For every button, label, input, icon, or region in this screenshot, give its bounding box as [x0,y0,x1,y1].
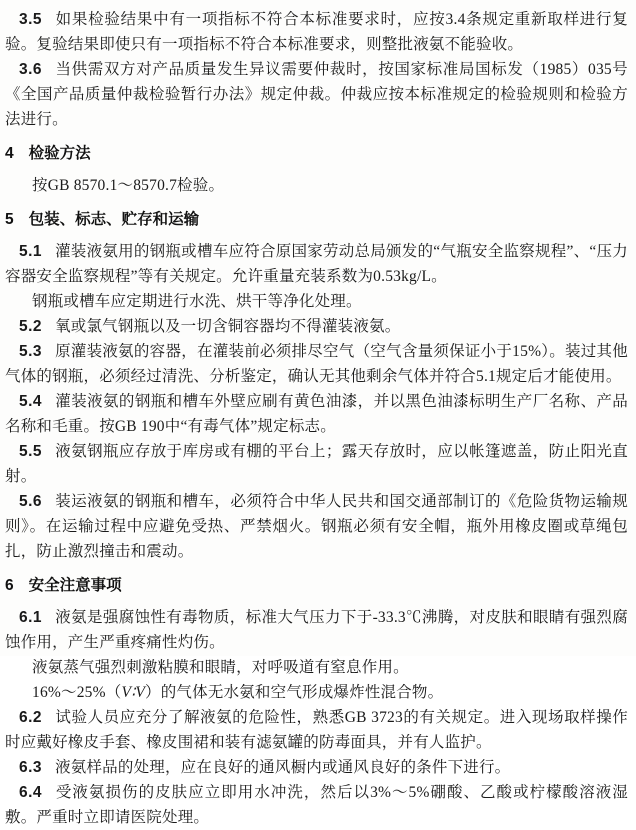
clause-text: 试验人员应充分了解液氨的危险性，熟悉GB 3723的有关规定。进入现场取样操作时应戴好橡皮手套、橡皮围裙和装有滤氨罐的防毒面具，并有人监护。 [5,709,628,751]
clause-number: 5.6 [19,493,43,510]
clause-number: 3.5 [19,11,43,28]
clause-text: 受液氨损伤的皮肤应立即用水冲洗，然后以3%～5%硼酸、乙酸或柠檬酸溶液湿敷。严重时立即请医院处理。 [5,784,628,826]
section-heading-4 [5,141,628,166]
clause-number: 5.5 [19,443,43,460]
clause-text: 如果检验结果中有一项指标不符合本标准要求时，应按3.4条规定重新取样进行复验。复验结果即使只有一项指标不符合本标准要求，则整批液氨不能验收。 [5,11,628,53]
paragraph-ammonia-vapor [5,655,628,680]
clause-3-5 [5,7,628,57]
clause-number: 5.1 [19,243,43,260]
clause-6-3 [5,755,628,780]
clause-text: 氧或氯气钢瓶以及一切含铜容器均不得灌装液氨。 [55,318,401,335]
paragraph-test-method [5,173,628,198]
clause-number: 6.2 [19,709,43,726]
clause-number: 5.3 [19,343,43,360]
paragraph-text-pre: 16%～25%（ [32,684,122,701]
paragraph-cylinder-cleaning [5,289,628,314]
paragraph-text: 钢瓶或槽车应定期进行水洗、烘干等净化处理。 [32,293,362,310]
clause-5-2 [5,314,628,339]
clause-6-4 [5,780,628,830]
clause-number: 6.3 [19,759,43,776]
clause-number: 5.4 [19,393,43,410]
section-title: 安全注意事项 [28,577,122,594]
paragraph-text: 按GB 8570.1～8570.7检验。 [32,177,225,194]
paragraph-explosive-mixture [5,680,628,705]
clause-text: 原灌装液氨的容器，在灌装前必须排尽空气（空气含量须保证小于15%）。装过其他气体的钢瓶，必须经过清洗、分析鉴定，确认无其他剩余气体并符合5.1规定后才能使用。 [5,343,628,385]
clause-text: 液氨钢瓶应存放于库房或有棚的平台上；露天存放时，应以帐篷遮盖，防止阳光直射。 [5,443,628,485]
clause-number: 6.1 [19,609,43,626]
clause-text: 灌装液氨的钢瓶和槽车外壁应刷有黄色油漆，并以黑色油漆标明生产厂名称、产品名称和毛重。按GB 190中“有毒气体”规定标志。 [5,393,628,435]
clause-6-1 [5,605,628,655]
clause-5-6 [5,489,628,564]
clause-5-1 [5,239,628,289]
clause-text: 液氨是强腐蚀性有毒物质，标准大气压力下于-33.3℃沸腾，对皮肤和眼睛有强烈腐蚀作用，产生严重疼痛性灼伤。 [5,609,628,651]
clause-number: 5.2 [19,318,43,335]
section-title: 检验方法 [28,145,91,162]
section-number: 4 [5,145,14,162]
clause-text: 当供需双方对产品质量发生异议需要仲裁时，按国家标准局国标发（1985）035号《全国产品质量仲裁检验暂行办法》规定仲裁。仲裁应按本标准规定的检验规则和检验方法进行。 [5,61,628,128]
clause-number: 6.4 [19,784,43,801]
paragraph-text-post: ）的气体无水氨和空气形成爆炸性混合物。 [145,684,444,701]
section-heading-6 [5,573,628,598]
volume-ratio-symbol: V∶V [121,684,146,701]
clause-5-3 [5,339,628,389]
paragraph-text: 液氨蒸气强烈刺激粘膜和眼睛，对呼吸道有窒息作用。 [32,659,409,676]
section-heading-5 [5,207,628,232]
section-number: 6 [5,577,14,594]
clause-5-5 [5,439,628,489]
clause-3-6 [5,57,628,132]
clause-text: 液氨样品的处理，应在良好的通风橱内或通风良好的条件下进行。 [55,759,511,776]
clause-number: 3.6 [19,61,43,78]
clause-6-2 [5,705,628,755]
section-number: 5 [5,211,14,228]
clause-text: 装运液氨的钢瓶和槽车，必须符合中华人民共和国交通部制订的《危险货物运输规则》。在运输过程中应避免受热、严禁烟火。钢瓶必须有安全帽，瓶外用橡皮圈或草绳包扎，防止激烈撞击和震动。 [5,493,628,560]
clause-text: 灌装液氨用的钢瓶或槽车应符合原国家劳动总局颁发的“气瓶安全监察规程”、“压力容器安全监察规程”等有关规定。允许重量充装系数为0.53kg/L。 [5,243,628,285]
section-title: 包装、标志、贮存和运输 [28,211,200,228]
clause-5-4 [5,389,628,439]
